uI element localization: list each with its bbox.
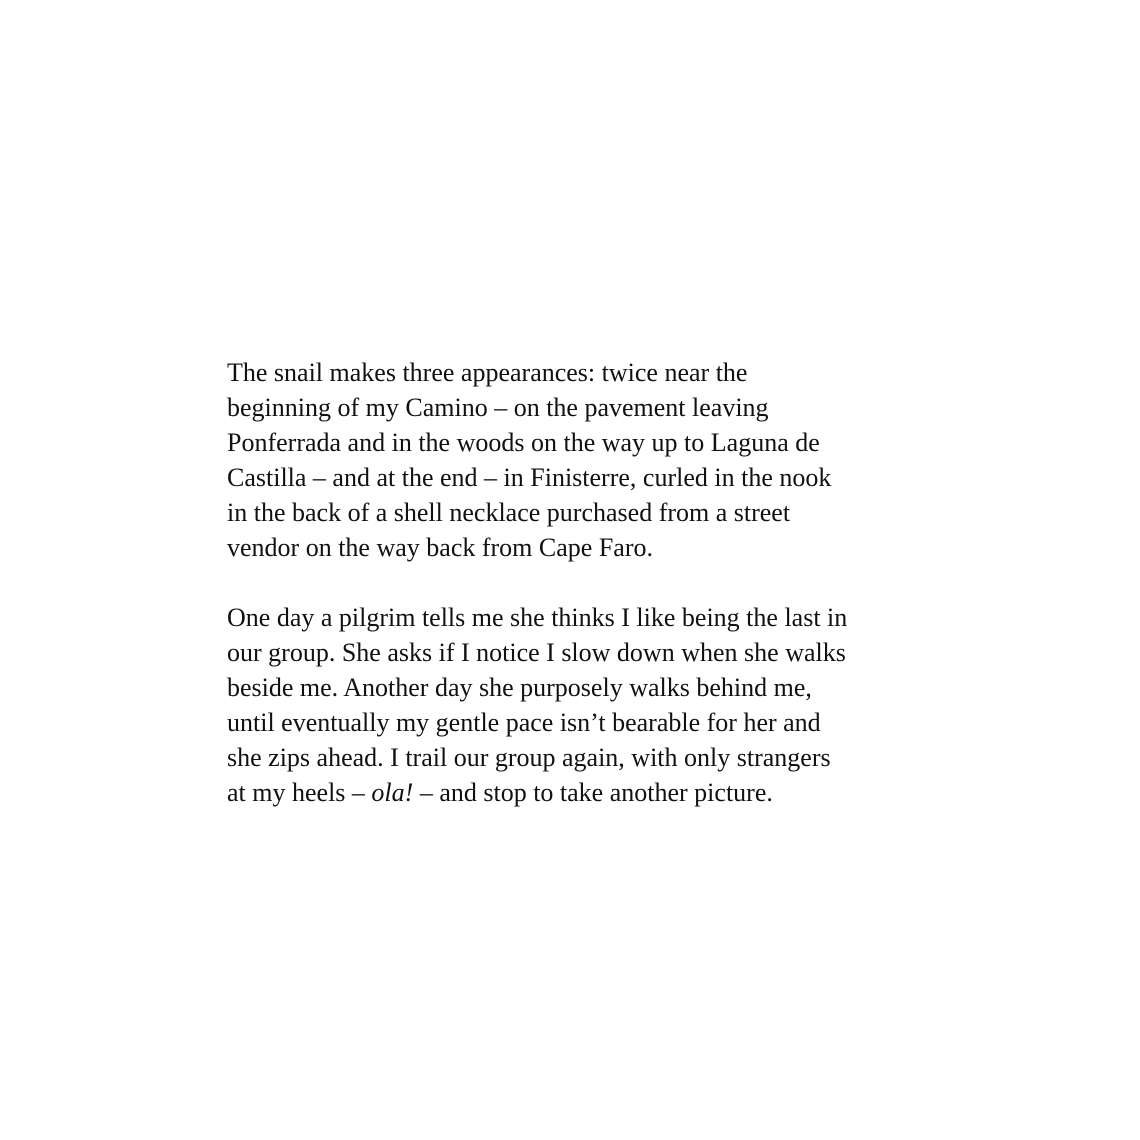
paragraph-snail xyxy=(227,355,947,565)
text-line: beside me. Another day she purposely walks behind me, xyxy=(227,673,812,702)
text-line: our group. She asks if I notice I slow down when she walks xyxy=(227,638,846,667)
text-line: vendor on the way back from Cape Faro. xyxy=(227,533,653,562)
text-line: The snail makes three appearances: twice near the xyxy=(227,358,748,387)
paragraph-pilgrim xyxy=(227,600,947,810)
text-line: until eventually my gentle pace isn’t bearable for her and xyxy=(227,708,821,737)
text-line: Castilla – and at the end – in Finisterre, curled in the nook xyxy=(227,463,832,492)
text-line: beginning of my Camino – on the pavement leaving xyxy=(227,393,769,422)
text-line: One day a pilgrim tells me she thinks I like being the last in xyxy=(227,603,848,632)
text-segment: – and stop to take another picture. xyxy=(413,778,773,807)
text-line: Ponferrada and in the woods on the way up to Laguna de xyxy=(227,428,820,457)
text-line: in the back of a shell necklace purchased from a street xyxy=(227,498,791,527)
text-segment: at my heels – xyxy=(227,778,372,807)
text-line: she zips ahead. I trail our group again, with only strangers xyxy=(227,743,831,772)
document-body xyxy=(227,355,947,810)
text-line-last xyxy=(227,775,947,810)
italic-word: ola! xyxy=(371,778,414,807)
